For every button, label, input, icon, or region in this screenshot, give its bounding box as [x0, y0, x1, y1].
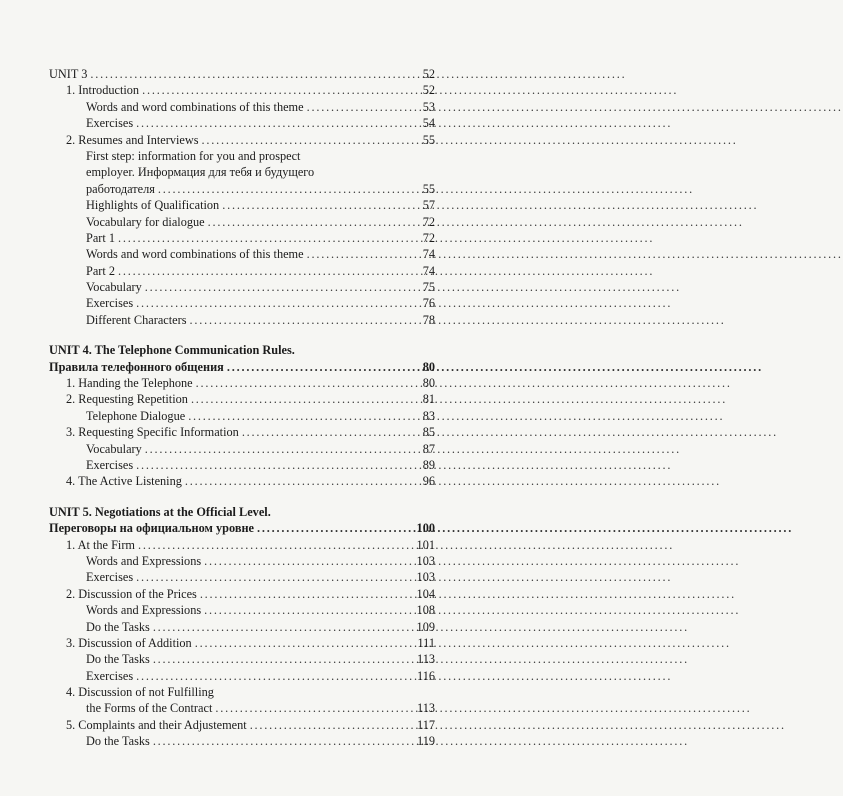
- toc-entry-page: 78: [422, 312, 435, 327]
- dot-leader: [202, 132, 416, 148]
- dot-leader: [208, 214, 416, 230]
- toc-entry-page: 85: [422, 425, 435, 440]
- toc-entry: [49, 520, 435, 536]
- toc-entry-page: 57: [422, 198, 435, 213]
- dot-leader: [142, 82, 416, 98]
- toc-entry-title: Vocabulary for dialogue: [86, 214, 205, 229]
- toc-entry-page: 52: [422, 83, 435, 98]
- toc-entry-title: Exercises: [86, 668, 134, 683]
- dot-leader: [136, 115, 416, 131]
- toc-entry-page: 52: [422, 67, 435, 81]
- toc-entry: [49, 586, 435, 602]
- toc-entry-title: Words and Expressions: [86, 603, 202, 618]
- toc-entry: [49, 700, 435, 716]
- toc-entry-title: Part 2: [86, 263, 116, 278]
- toc-entry: [49, 569, 435, 585]
- toc-entry-page: 100: [416, 521, 435, 536]
- dot-leader: [158, 181, 416, 197]
- toc-entry-page: 72: [422, 230, 435, 245]
- toc-entry: [49, 619, 435, 635]
- toc-entry-title: 1. Introduction: [66, 83, 140, 98]
- toc-entry-page: 103: [416, 570, 435, 585]
- dot-leader: [307, 246, 416, 262]
- toc-entry-title: Vocabulary: [86, 441, 142, 456]
- dot-leader: [136, 668, 414, 684]
- toc-entry: [49, 230, 435, 246]
- toc-entry-page: 109: [416, 619, 435, 634]
- toc-entry-title: the Forms of the Contract: [86, 701, 213, 716]
- toc-entry: [49, 684, 435, 700]
- toc-entry-page: 113: [417, 701, 435, 716]
- toc-entry-title: Part 1: [86, 230, 116, 245]
- toc-entry: [49, 457, 435, 473]
- toc-entry: [49, 312, 435, 328]
- toc-entry-title: Правила телефонного общения: [49, 359, 224, 374]
- dot-leader: [215, 700, 414, 716]
- toc-entry-title: 4. The Active Listening: [66, 474, 182, 489]
- dot-leader: [188, 408, 416, 424]
- toc-entry-title: Words and Expressions: [86, 553, 202, 568]
- toc-entry: [49, 441, 435, 457]
- toc-entry-title: Exercises: [86, 296, 134, 311]
- toc-entry-title: 2. Discussion of the Prices: [66, 586, 197, 601]
- toc-entry-page: 55: [422, 132, 435, 147]
- toc-entry-page: 54: [422, 116, 435, 131]
- toc-entry-page: 74: [422, 263, 435, 278]
- dot-leader: [200, 586, 414, 602]
- table-of-contents: [49, 66, 435, 750]
- dot-leader: [153, 619, 414, 635]
- toc-entry: [49, 473, 435, 489]
- toc-entry-title: Highlights of Qualification: [86, 198, 220, 213]
- toc-entry-title: employer. Информация для тебя и будущего: [86, 165, 315, 180]
- toc-entry-page: 113: [417, 652, 435, 667]
- toc-entry-page: 74: [422, 247, 435, 262]
- toc-entry-title: Words and word combinations of this theme: [86, 99, 304, 114]
- dot-leader: [307, 99, 416, 115]
- toc-entry: [49, 635, 435, 651]
- toc-entry: [49, 553, 435, 569]
- toc-entry: [49, 651, 435, 667]
- toc-entry: [49, 408, 435, 424]
- toc-entry: [49, 668, 435, 684]
- toc-entry-page: 101: [416, 537, 435, 552]
- toc-entry-title: Different Characters: [86, 312, 187, 327]
- toc-entry: [49, 197, 435, 213]
- dot-leader: [250, 717, 414, 733]
- dot-leader: [190, 312, 417, 328]
- toc-entry-page: 83: [422, 408, 435, 423]
- toc-entry-page: 53: [422, 99, 435, 114]
- toc-entry-title: Do the Tasks: [86, 734, 150, 749]
- toc-entry-page: 72: [422, 214, 435, 229]
- toc-entry-page: 103: [416, 553, 435, 568]
- toc-entry-page: 87: [422, 441, 435, 456]
- toc-entry: [49, 214, 435, 230]
- toc-entry: [49, 602, 435, 618]
- toc-entry-page: 89: [422, 457, 435, 472]
- toc-entry: [49, 391, 435, 407]
- toc-entry: [49, 181, 435, 197]
- toc-entry-page: 108: [416, 603, 435, 618]
- dot-leader: [153, 651, 414, 667]
- toc-entry-title: 3. Discussion of Addition: [66, 635, 192, 650]
- toc-entry-title: Do the Tasks: [86, 652, 150, 667]
- toc-entry-page: 119: [417, 734, 435, 749]
- toc-entry-title: Exercises: [86, 570, 134, 585]
- dot-leader: [118, 263, 416, 279]
- toc-entry-page: 96: [422, 474, 435, 489]
- toc-entry-title: 2. Resumes and Interviews: [66, 132, 199, 147]
- toc-entry: [49, 99, 435, 115]
- toc-entry-title: Exercises: [86, 116, 134, 131]
- dot-leader: [195, 635, 415, 651]
- toc-entry-title: Переговоры на официальном уровне: [49, 521, 254, 536]
- toc-entry-title: 1. At the Firm: [66, 537, 136, 552]
- toc-entry-page: 116: [417, 668, 435, 683]
- dot-leader: [90, 66, 416, 82]
- toc-entry-page: 75: [422, 280, 435, 295]
- toc-entry: [49, 115, 435, 131]
- toc-entry-title: UNIT 5. Negotiations at the Official Level.: [49, 504, 271, 519]
- toc-entry: [49, 148, 435, 164]
- toc-entry: [49, 132, 435, 148]
- dot-leader: [145, 441, 416, 457]
- toc-entry-title: 4. Discussion of not Fulfilling: [66, 685, 214, 700]
- toc-entry-page: 81: [422, 392, 435, 407]
- toc-entry-title: 2. Requesting Repetition: [66, 392, 188, 407]
- toc-entry: [49, 82, 435, 98]
- toc-entry-page: 104: [416, 586, 435, 601]
- toc-entry: [49, 537, 435, 553]
- toc-entry: [49, 359, 435, 375]
- dot-leader: [242, 424, 416, 440]
- dot-leader: [136, 295, 416, 311]
- dot-leader: [185, 473, 416, 489]
- toc-entry-page: 80: [422, 359, 435, 374]
- toc-entry: [49, 375, 435, 391]
- toc-entry-page: 55: [422, 181, 435, 196]
- toc-entry: [49, 164, 435, 180]
- dot-leader: [145, 279, 416, 295]
- toc-entry: [49, 263, 435, 279]
- toc-entry-title: Exercises: [86, 457, 134, 472]
- toc-entry-title: First step: information for you and prospect: [86, 148, 301, 163]
- toc-entry: [49, 342, 435, 358]
- toc-entry: [49, 295, 435, 311]
- dot-leader: [196, 375, 416, 391]
- toc-entry-page: 117: [417, 717, 435, 732]
- dot-leader: [138, 537, 414, 553]
- toc-entry: [49, 504, 435, 520]
- toc-entry: [49, 66, 435, 82]
- toc-entry-title: 1. Handing the Telephone: [66, 376, 193, 391]
- dot-leader: [153, 733, 414, 749]
- toc-entry: [49, 424, 435, 440]
- toc-entry-title: 3. Requesting Specific Information: [66, 425, 239, 440]
- toc-entry-title: Do the Tasks: [86, 619, 150, 634]
- toc-entry-page: 76: [422, 296, 435, 311]
- dot-leader: [118, 230, 416, 246]
- toc-entry: [49, 246, 435, 262]
- toc-entry: [49, 279, 435, 295]
- toc-entry-title: работодателя: [86, 181, 155, 196]
- dot-leader: [191, 391, 416, 407]
- dot-leader: [227, 359, 416, 375]
- toc-entry: [49, 733, 435, 749]
- toc-entry-title: Words and word combinations of this theme: [86, 247, 304, 262]
- dot-leader: [257, 520, 414, 536]
- toc-entry-title: UNIT 4. The Telephone Communication Rules.: [49, 343, 295, 358]
- toc-entry-title: Vocabulary: [86, 280, 142, 295]
- dot-leader: [136, 457, 416, 473]
- toc-entry: [49, 717, 435, 733]
- dot-leader: [204, 553, 413, 569]
- dot-leader: [222, 197, 416, 213]
- toc-entry-page: 80: [422, 376, 435, 391]
- toc-entry-title: Telephone Dialogue: [86, 408, 186, 423]
- dot-leader: [136, 569, 413, 585]
- toc-entry-title: UNIT 3: [49, 67, 88, 81]
- toc-entry-page: 111: [417, 635, 435, 650]
- dot-leader: [204, 602, 413, 618]
- toc-entry-title: 5. Complaints and their Adjustement: [66, 717, 247, 732]
